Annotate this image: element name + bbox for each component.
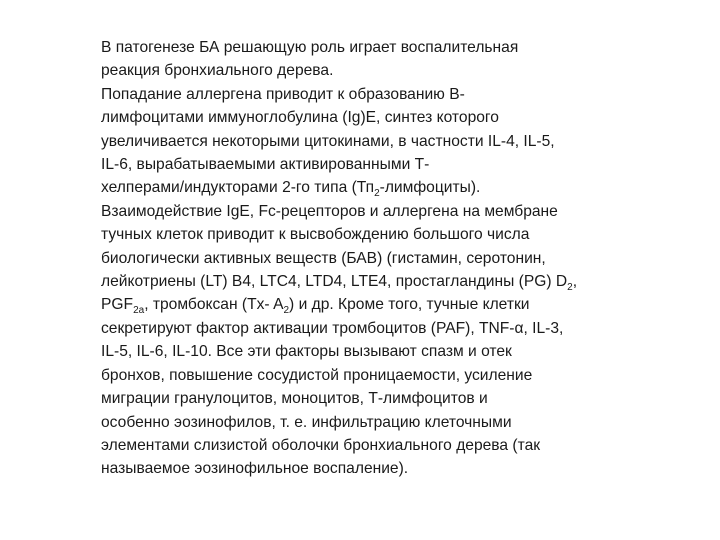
- text-line: [101, 153, 681, 176]
- text-run: лейкотриены (LT) В4, LTC4, LTD4, LTE4, простагландины (PG) D: [101, 273, 568, 291]
- text-line: [101, 247, 681, 270]
- text-line: [101, 176, 681, 199]
- text-run: PGF: [101, 296, 134, 314]
- text-line: [101, 364, 681, 387]
- text-run: биологически активных веществ (БАВ) (гистамин, серотонин,: [101, 249, 546, 267]
- text-run: В патогенезе БА решающую роль играет воспалительная: [101, 39, 519, 56]
- text-line: [101, 293, 681, 316]
- text-line: [101, 106, 681, 129]
- text-line: [101, 270, 681, 293]
- text-run: называемое эозинофильное воспаление).: [101, 460, 409, 478]
- text-run: элементами слизистой оболочки бронхиального дерева (так: [101, 436, 541, 454]
- text-run: хелперами/индукторами 2-го типа (Тп: [101, 179, 375, 197]
- text-line: [101, 130, 681, 153]
- text-line: [101, 457, 681, 480]
- text-run: ) и др. Кроме того, тучные клетки: [289, 296, 530, 314]
- text-line: [101, 434, 681, 457]
- subscript: 2: [283, 305, 290, 317]
- text-run: тучных клеток приводит к высвобождению большого числа: [101, 226, 530, 244]
- text-line: [101, 36, 681, 59]
- text-line: [101, 411, 681, 434]
- text-line: [101, 317, 681, 340]
- text-run: лимфоцитами иммуноглобулина (Ig)E, синтез которого: [101, 109, 499, 127]
- text-line: [101, 387, 681, 410]
- text-run: реакция бронхиального дерева.: [101, 62, 334, 80]
- text-run: ,: [572, 273, 578, 291]
- text-run: миграции гранулоцитов, моноцитов, Т-лимфоцитов и: [101, 390, 488, 408]
- text-run: , тромбоксан (Tx- A: [144, 296, 284, 314]
- text-run: Взаимодействие IgE, Fc-рецепторов и аллергена на мембране: [101, 202, 558, 220]
- body-text: [101, 36, 681, 481]
- text-line: [101, 340, 681, 363]
- text-run: Попадание аллергена приводит к образованию В-: [101, 85, 465, 103]
- subscript: 2: [374, 188, 380, 200]
- text-run: -лимфоциты).: [379, 179, 481, 197]
- text-run: бронхов, повышение сосудистой проницаемости, усиление: [101, 366, 533, 384]
- text-line: [101, 59, 681, 82]
- text-line: [101, 200, 681, 223]
- text-run: особенно эозинофилов, т. е. инфильтрацию клеточными: [101, 413, 512, 431]
- text-run: IL-5, IL-6, IL-10. Все эти факторы вызывают спазм и отек: [101, 343, 512, 361]
- text-line: [101, 223, 681, 246]
- subscript: 2: [567, 282, 573, 294]
- subscript: 2a: [133, 305, 145, 317]
- text-line: [101, 83, 681, 106]
- text-run: секретируют фактор активации тромбоцитов (PAF), TNF-α, IL-3,: [101, 319, 564, 337]
- text-run: IL-6, вырабатываемыми активированными Т-: [101, 156, 430, 174]
- text-run: увеличивается некоторыми цитокинами, в частности IL-4, IL-5,: [101, 132, 555, 150]
